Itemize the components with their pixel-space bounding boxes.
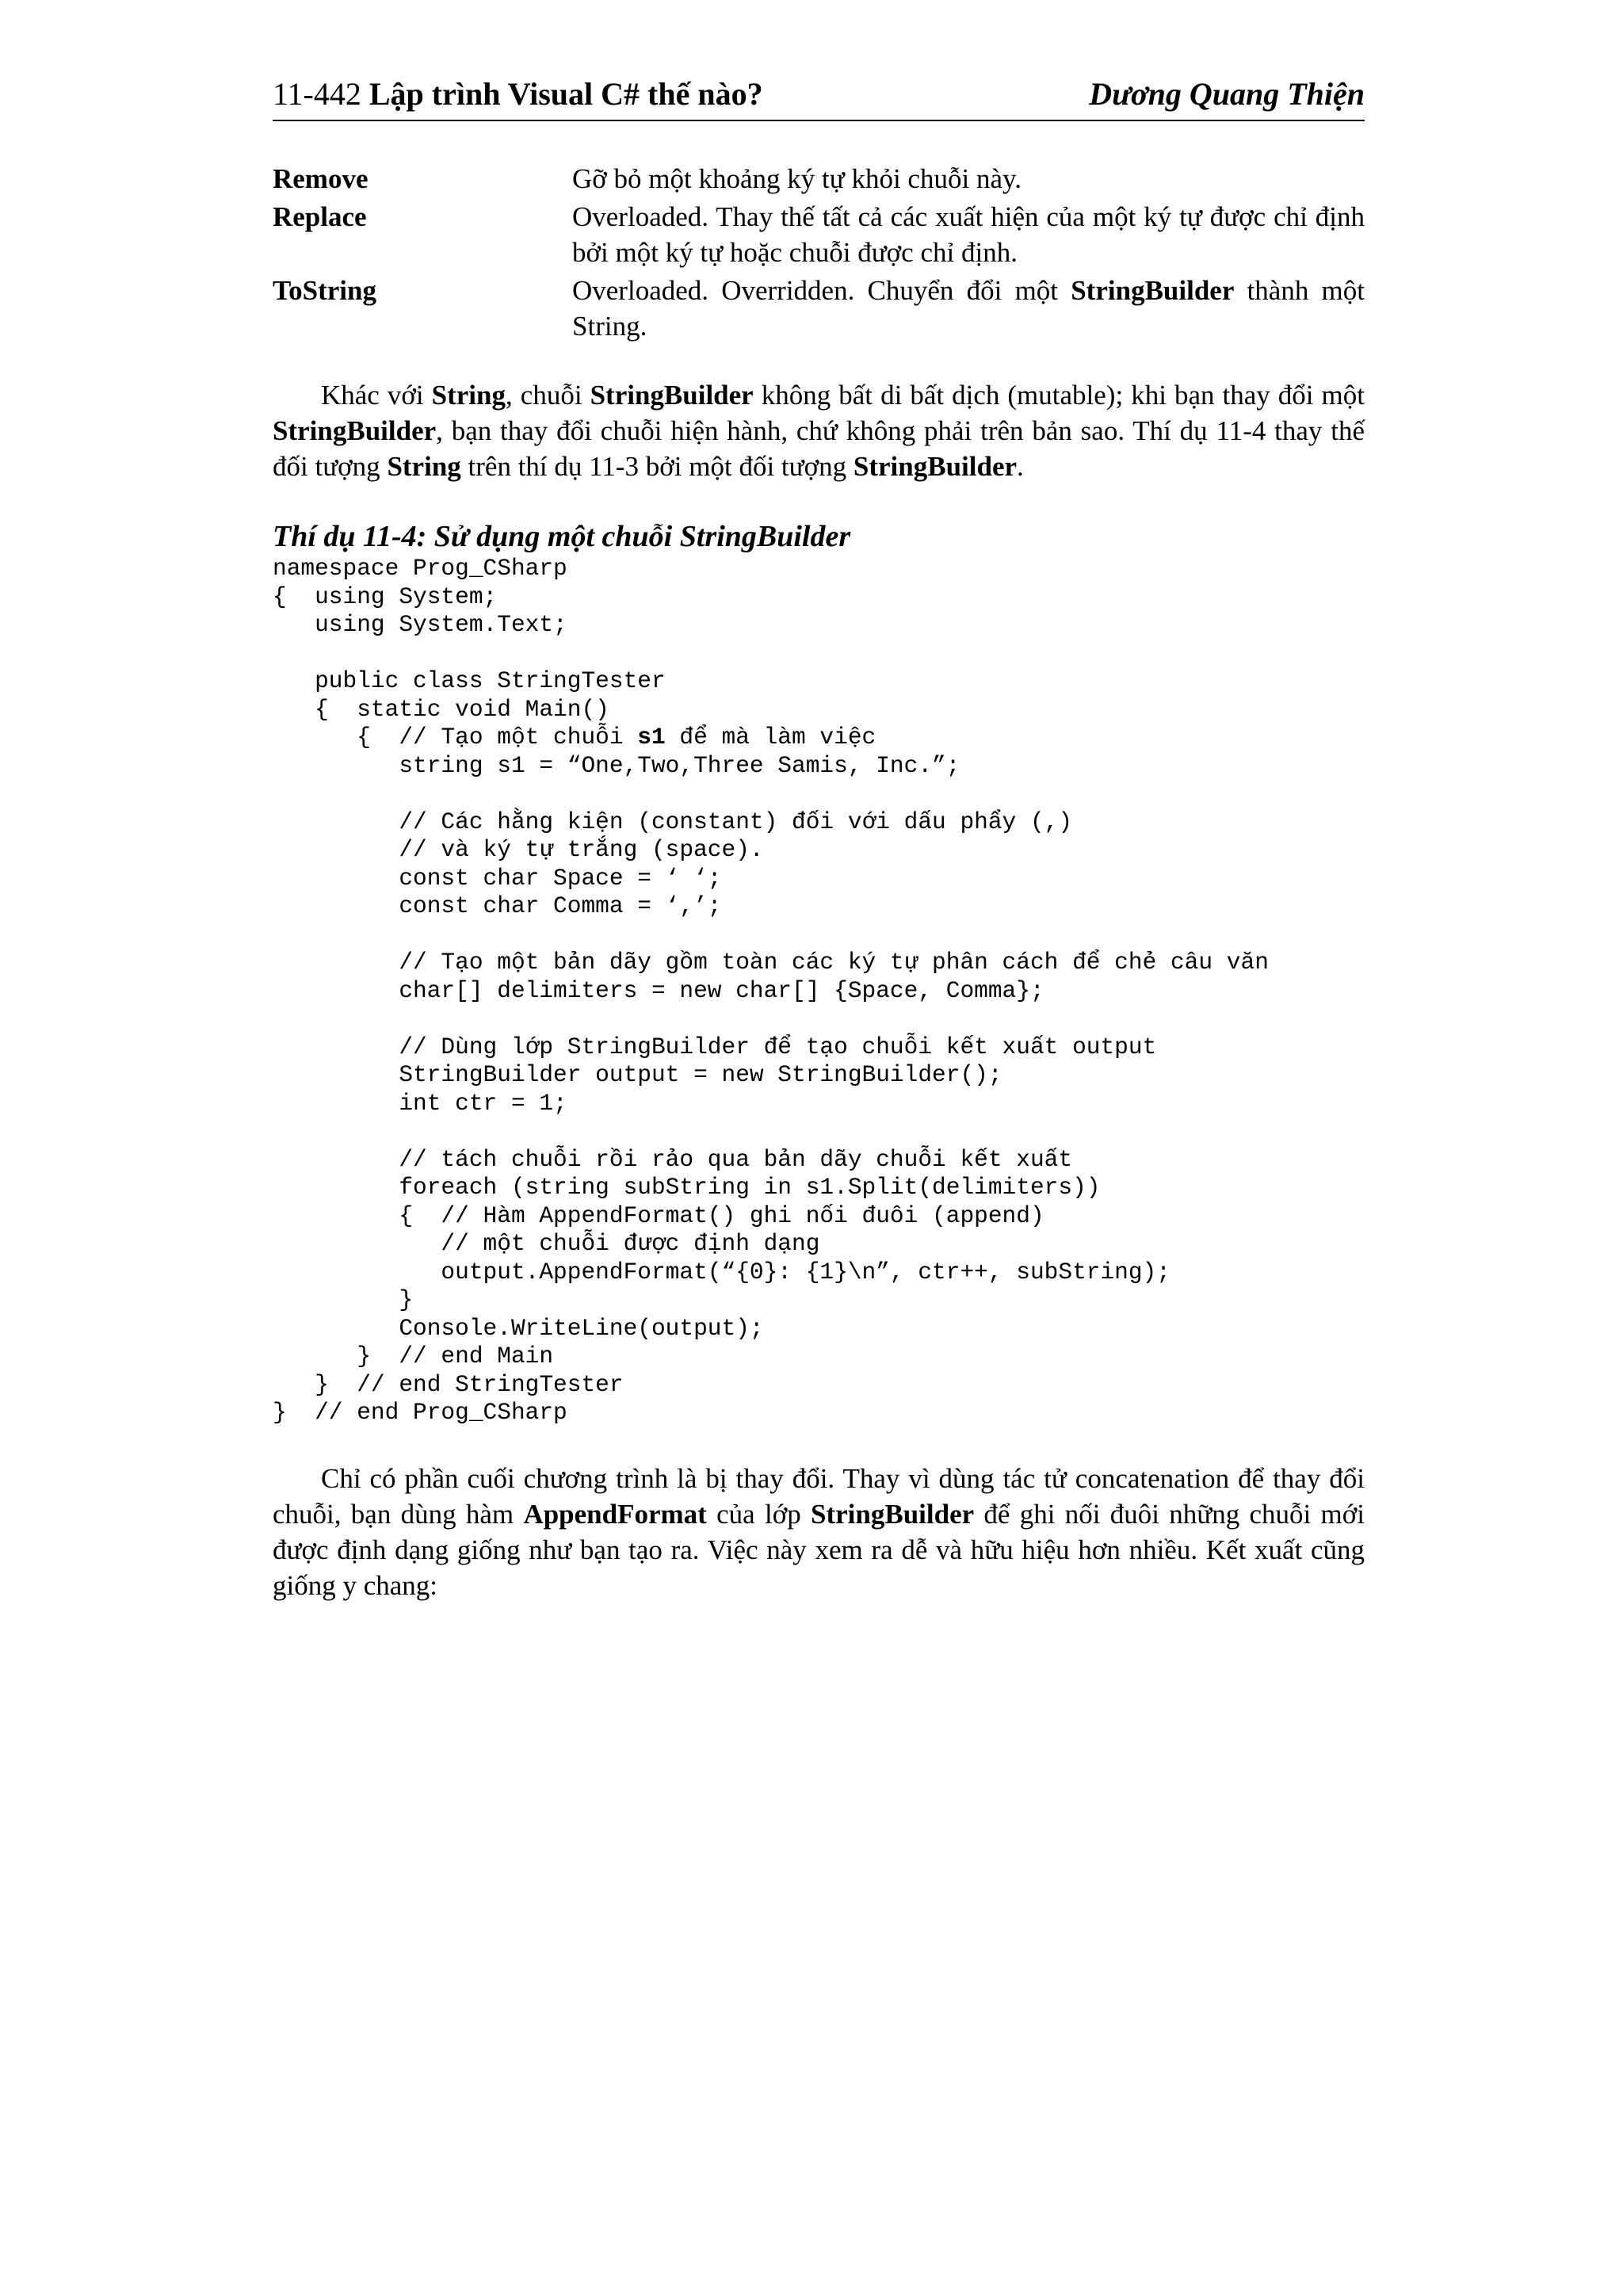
code-line: // tách chuỗi rồi rảo qua bản dãy chuỗi kết xuất [273, 1145, 1073, 1173]
member-description: Gỡ bỏ một khoảng ký tự khỏi chuỗi này. [572, 163, 1022, 194]
member-name: ToString [273, 275, 376, 306]
code-line: { // Hàm AppendFormat() ghi nối đuôi (append) [273, 1201, 1044, 1229]
member-name: Remove [273, 163, 369, 194]
code-line: } // end StringTester [273, 1370, 624, 1398]
code-line: output.AppendFormat(“{0}: {1}\n”, ctr++, subString); [273, 1258, 1170, 1286]
header-left [273, 75, 763, 113]
body-paragraph: Khác với String, chuỗi StringBuilder không bất di bất dịch (mutable); khi bạn thay đổi một StringBuilder, bạn thay đổi chuỗi hiện hành, chứ không phải trên bản sao. Thí dụ 11-4 thay thế đối tượng String trên thí dụ 11-3 bởi một đối tượng StringBuilder. [273, 380, 1365, 482]
member-row [273, 161, 1365, 197]
code-line: // một chuỗi được định dạng [273, 1230, 820, 1257]
code-line: { static void Main() [273, 695, 609, 723]
code-line: public class StringTester [273, 667, 666, 694]
code-line: Console.WriteLine(output); [273, 1314, 764, 1342]
code-line: } [273, 1286, 414, 1313]
document-page [273, 75, 1365, 1603]
page-header [273, 75, 1365, 121]
member-name: Replace [273, 201, 367, 232]
body-paragraph-closing: Chỉ có phần cuối chương trình là bị thay đổi. Thay vì dùng tác tử concatenation để thay đổi chuỗi, bạn dùng hàm AppendFormat của lớp StringBuilder để ghi nối đuôi những chuỗi mới được định dạng giống như bạn tạo ra. Việc này xem ra dễ và hữu hiệu hơn nhiều. Kết xuất cũng giống y chang: [273, 1462, 1365, 1601]
member-row [273, 273, 1365, 344]
author-name: Dương Quang Thiện [1089, 76, 1365, 112]
code-line [273, 1005, 1365, 1033]
code-line: foreach (string subString in s1.Split(delimiters)) [273, 1174, 1101, 1201]
code-line: // và ký tự trắng (space). [273, 836, 764, 863]
member-description: Overloaded. Thay thế tất cả các xuất hiện của một ký tự được chỉ định bởi một ký tự hoặc chuỗi được chỉ định. [572, 201, 1365, 268]
code-line: } // end Main [273, 1343, 554, 1370]
code-line [273, 780, 1365, 808]
code-line: // Tạo một bản dãy gồm toàn các ký tự phân cách để chẻ câu văn [273, 949, 1269, 976]
code-line: { using System; [273, 583, 498, 610]
code-line: const char Space = ‘ ‘; [273, 864, 722, 892]
code-line: using System.Text; [273, 611, 567, 638]
code-line: namespace Prog_CSharp [273, 555, 567, 582]
member-table [273, 161, 1365, 344]
code-line [273, 1117, 1365, 1146]
code-line: } // end Prog_CSharp [273, 1399, 567, 1426]
code-line: string s1 = “One,Two,Three Samis, Inc.”; [273, 751, 960, 779]
code-line: { // Tạo một chuỗi s1 để mà làm việc [273, 724, 876, 751]
code-listing [273, 555, 1365, 1427]
member-row [273, 199, 1365, 270]
member-description: Overloaded. Overridden. Chuyển đổi một StringBuilder thành một String. [572, 275, 1365, 342]
code-line: // Dùng lớp StringBuilder để tạo chuỗi kết xuất output [273, 1033, 1157, 1060]
code-line: const char Comma = ‘,’; [273, 892, 722, 919]
code-line: char[] delimiters = new char[] {Space, Comma}; [273, 976, 1044, 1004]
code-line [273, 640, 1365, 668]
code-line [273, 921, 1365, 949]
code-line: StringBuilder output = new StringBuilder(); [273, 1061, 1002, 1088]
code-line: int ctr = 1; [273, 1089, 567, 1117]
example-title: Thí dụ 11-4: Sử dụng một chuỗi StringBuilder [273, 520, 851, 553]
page-number: 11-442 [273, 76, 369, 112]
code-line: // Các hằng kiện (constant) đối với dấu phẩy (,) [273, 808, 1073, 835]
book-title: Lập trình Visual C# thế nào? [369, 76, 763, 112]
